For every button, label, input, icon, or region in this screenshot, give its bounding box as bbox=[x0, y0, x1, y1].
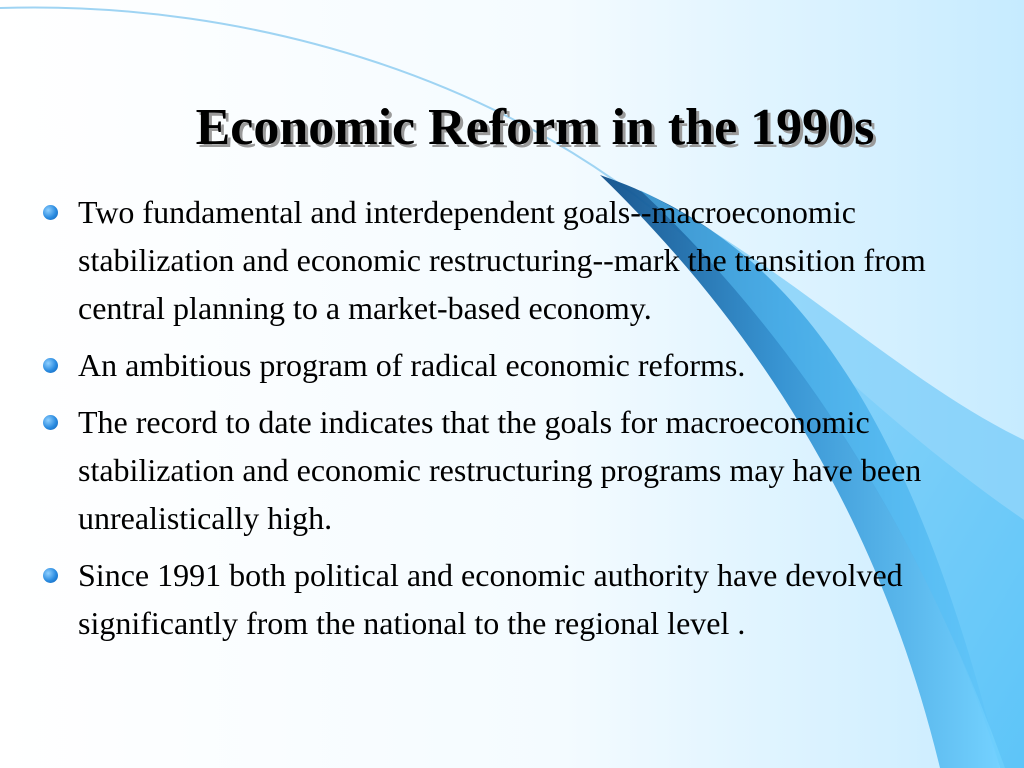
slide-title: Economic Reform in the 1990s bbox=[195, 99, 875, 156]
round-bullet-icon bbox=[43, 358, 58, 373]
round-bullet-icon bbox=[43, 415, 58, 430]
bullet-list bbox=[78, 188, 1008, 656]
bullet-item bbox=[78, 551, 1008, 647]
bullet-item bbox=[78, 398, 1008, 542]
bullet-text: An ambitious program of radical economic reforms. bbox=[78, 347, 746, 383]
bullet-item bbox=[78, 188, 1008, 332]
bullet-item bbox=[78, 341, 1008, 389]
bullet-text: The record to date indicates that the goals for macroeconomic stabilization and economic restructuring programs may have been unrealistically high. bbox=[78, 404, 922, 536]
round-bullet-icon bbox=[43, 205, 58, 220]
bullet-text: Since 1991 both political and economic authority have devolved significantly from the national to the regional level . bbox=[78, 557, 903, 641]
bullet-text: Two fundamental and interdependent goals--macroeconomic stabilization and economic restructuring--mark the transition from central planning to a market-based economy. bbox=[78, 194, 926, 326]
round-bullet-icon bbox=[43, 568, 58, 583]
